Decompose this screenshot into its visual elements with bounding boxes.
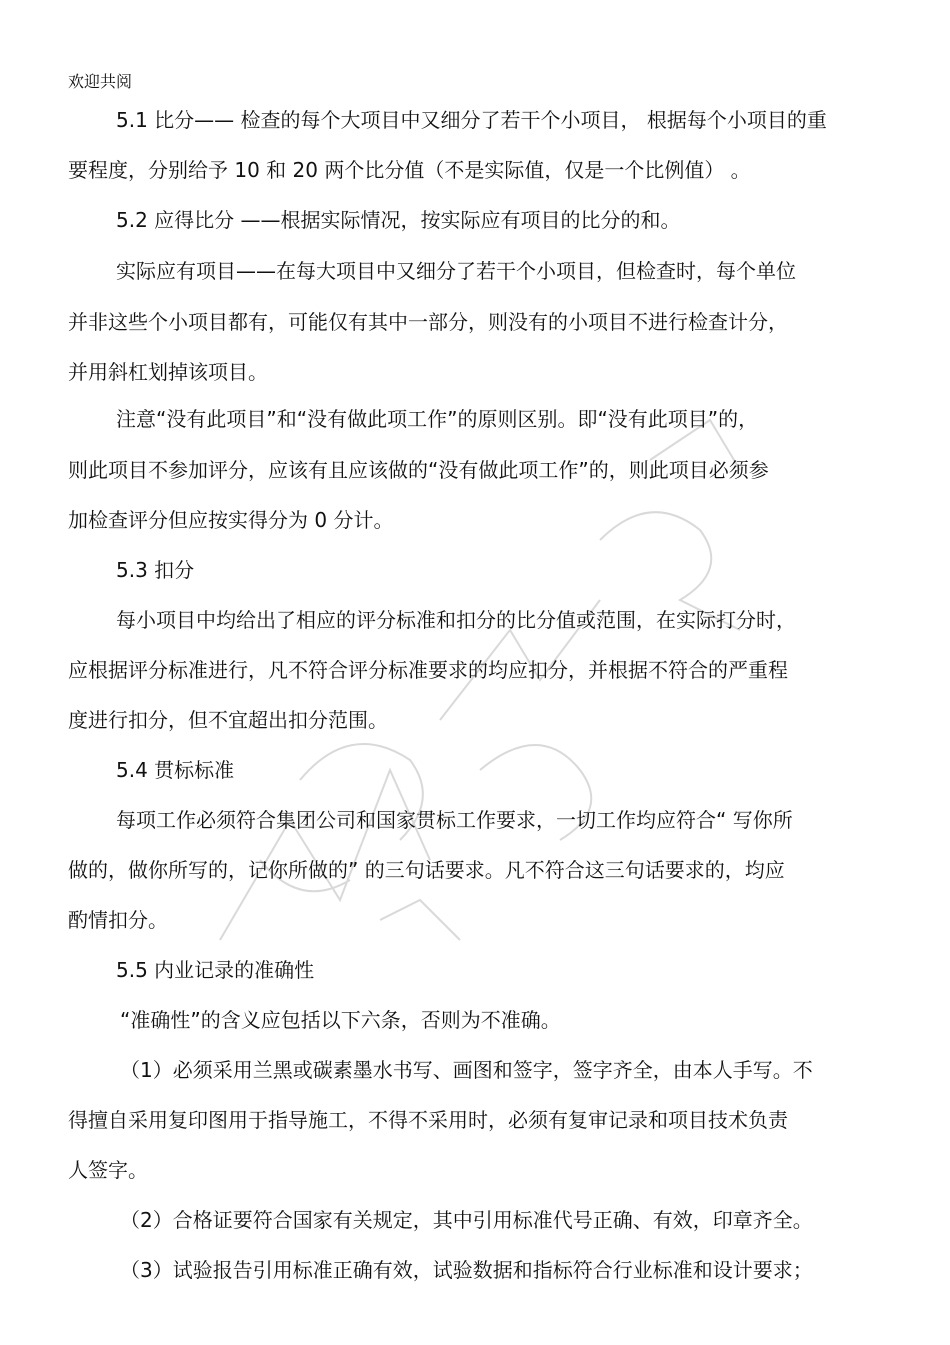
text-line: “准确性”的含义应包括以下六条，否则为不准确。 [120, 1008, 561, 1032]
text-line: 每小项目中均给出了相应的评分标准和扣分的比分值或范围，在实际打分时， [116, 608, 796, 632]
text-line: （1）必须采用兰黑或碳素墨水书写、画图和签字，签字齐全，由本人手写。不 [120, 1058, 813, 1082]
section-heading: 5.4 贯标标准 [116, 758, 235, 782]
text-line: 则此项目不参加评分，应该有且应该做的“没有做此项工作”的，则此项目必须参 [68, 458, 769, 482]
text-line: 并用斜杠划掉该项目。 [68, 360, 268, 384]
text-line: 5.2 应得比分 ——根据实际情况，按实际应有项目的比分的和。 [116, 208, 681, 232]
text-line: 做的，做你所写的，记你所做的” 的三句话要求。凡不符合这三句话要求的，均应 [68, 858, 785, 882]
text-line: 实际应有项目——在每大项目中又细分了若干个小项目，但检查时，每个单位 [116, 259, 796, 283]
text-line: 注意“没有此项目”和“没有做此项工作”的原则区别。即“没有此项目”的， [116, 407, 759, 431]
text-line: 要程度，分别给予 10 和 20 两个比分值（不是实际值，仅是一个比例值） 。 [68, 158, 751, 182]
text-line: 并非这些个小项目都有，可能仅有其中一部分，则没有的小项目不进行检查计分， [68, 310, 788, 334]
section-heading: 5.3 扣分 [116, 558, 195, 582]
text-line: 酌情扣分。 [68, 908, 168, 932]
watermark-graphic [180, 300, 800, 1000]
text-line: 加检查评分但应按实得分为 0 分计。 [68, 508, 394, 532]
text-line: 人签字。 [68, 1158, 148, 1182]
section-heading: 5.5 内业记录的准确性 [116, 958, 315, 982]
text-line: 每项工作必须符合集团公司和国家贯标工作要求，一切工作均应符合“ 写你所 [116, 808, 793, 832]
text-line: 度进行扣分，但不宜超出扣分范围。 [68, 708, 388, 732]
text-line: 应根据评分标准进行，凡不符合评分标准要求的均应扣分，并根据不符合的严重程 [68, 658, 788, 682]
text-line: （3）试验报告引用标准正确有效，试验数据和指标符合行业标准和设计要求； [120, 1258, 813, 1282]
header-note: 欢迎共阅 [68, 72, 133, 91]
text-line: （2）合格证要符合国家有关规定，其中引用标准代号正确、有效，印章齐全。 [120, 1208, 813, 1232]
text-line: 得擅自采用复印图用于指导施工，不得不采用时，必须有复审记录和项目技术负责 [68, 1108, 788, 1132]
text-line: 5.1 比分—— 检查的每个大项目中又细分了若干个小项目， 根据每个小项目的重 [116, 108, 827, 132]
